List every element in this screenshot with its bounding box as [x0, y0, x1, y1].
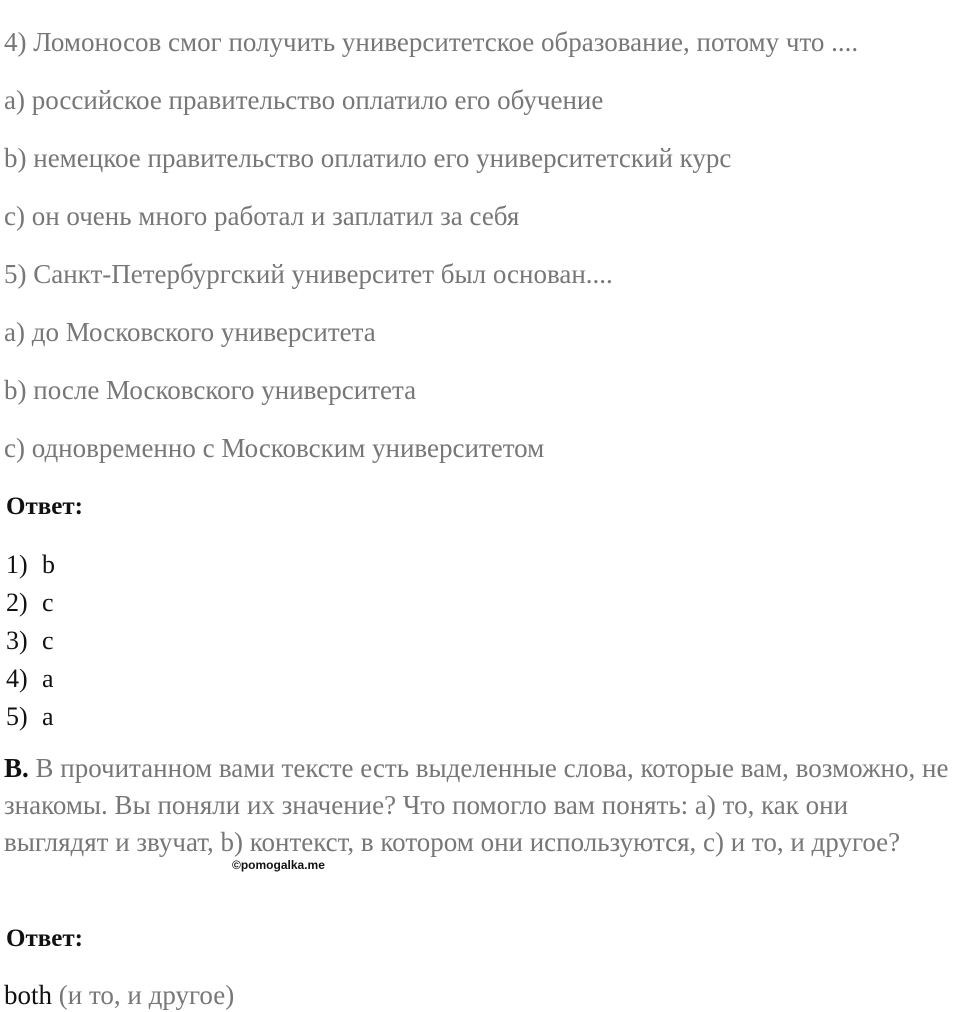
answer-value: c — [42, 588, 54, 617]
question-4-option-c: c) он очень много работал и заплатил за себя — [4, 201, 520, 231]
answer-number: 4) — [6, 664, 28, 693]
answer-item — [6, 626, 54, 656]
answer-value: a — [42, 664, 54, 693]
answer-number: 1) — [6, 550, 28, 579]
answer-number: 2) — [6, 588, 28, 617]
answer-item — [6, 702, 54, 732]
answer-item — [6, 664, 54, 694]
question-5: 5) Санкт-Петербургский университет был основан.... — [4, 259, 613, 289]
answer-heading: Ответ: — [6, 493, 83, 520]
final-answer-russian: (и то, и другое) — [52, 980, 235, 1010]
question-4-option-b: b) немецкое правительство оплатило его университетский курс — [4, 143, 732, 173]
answer-value: c — [42, 626, 54, 655]
task-b-paragraph — [4, 750, 954, 861]
task-b-text: В прочитанном вами тексте есть выделенные слова, которые вам, возможно, не знакомы. Вы поняли их значение? Что помогло вам понять: a) то, как они выглядят и звучат, b) контекст, в котором они используются, c) и то, и другое? — [4, 753, 949, 857]
answer-number: 3) — [6, 626, 28, 655]
question-5-option-b: b) после Московского университета — [4, 375, 417, 405]
question-4: 4) Ломоносов смог получить университетское образование, потому что .... — [4, 27, 859, 57]
answer-item — [6, 550, 55, 580]
question-5-option-a: a) до Московского университета — [4, 317, 376, 347]
question-5-option-c: c) одновременно с Московским университетом — [4, 433, 545, 463]
answer-heading-2: Ответ: — [6, 925, 83, 952]
question-4-option-a: a) российское правительство оплатило его обучение — [4, 85, 604, 115]
watermark: ©pomogalka.me — [232, 858, 325, 872]
answer-value: a — [42, 702, 54, 731]
final-answer — [4, 980, 234, 1011]
final-answer-english: both — [4, 980, 53, 1010]
answer-value: b — [42, 550, 55, 579]
task-b-label: B. — [4, 753, 29, 783]
answer-item — [6, 588, 54, 618]
answer-number: 5) — [6, 702, 28, 731]
